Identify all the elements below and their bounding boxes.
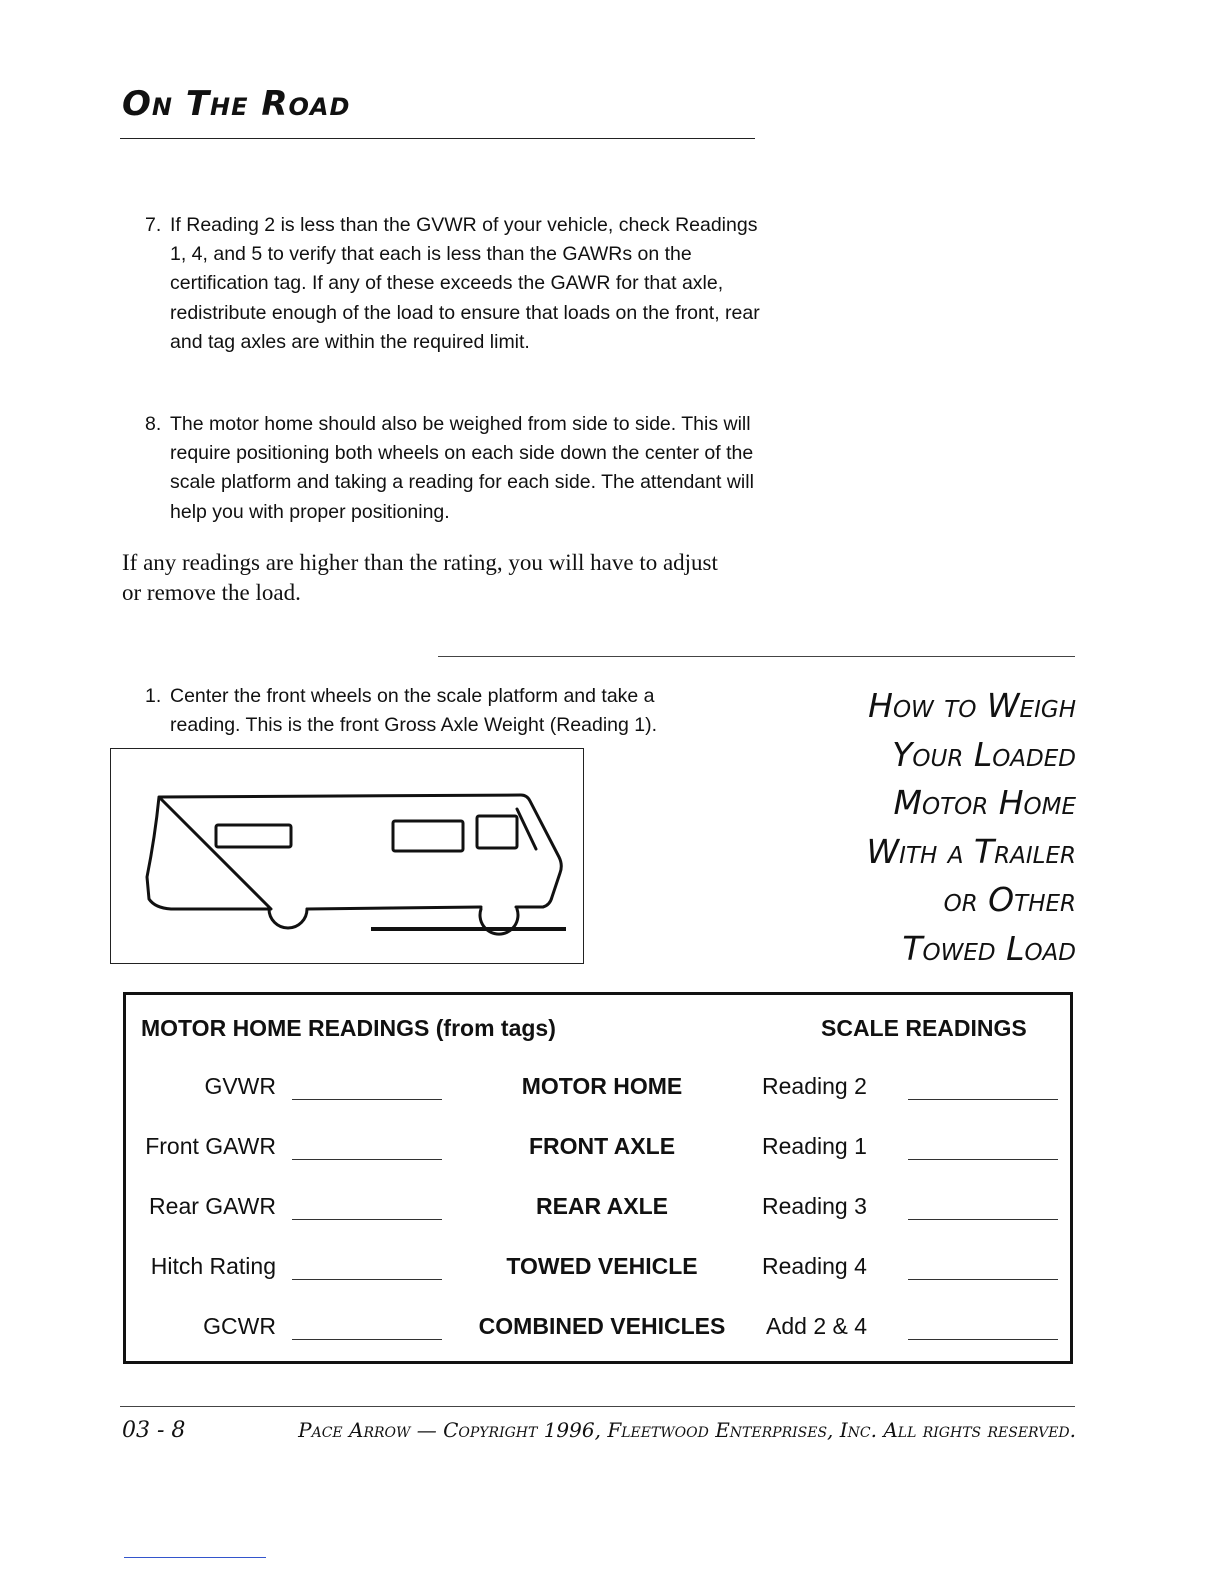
section-heading — [867, 682, 1076, 973]
tag-blank-line — [292, 1099, 442, 1100]
step-number: 7. — [145, 214, 162, 236]
bottom-blue-rule — [124, 1557, 266, 1558]
reading-blank-line — [908, 1219, 1058, 1220]
motor-home-illustration — [111, 749, 585, 965]
scale-reading-label: Reading 4 — [762, 1253, 867, 1279]
footer-divider — [120, 1406, 1075, 1407]
vehicle-item: REAR AXLE — [535, 1193, 669, 1219]
motor-home-body — [147, 795, 561, 909]
vehicle-item: TOWED VEHICLE — [506, 1253, 698, 1279]
section-divider — [438, 656, 1075, 657]
scale-reading-label: Reading 3 — [762, 1193, 867, 1219]
header-divider — [120, 138, 755, 139]
reading-blank-line — [908, 1159, 1058, 1160]
tag-label: GVWR — [204, 1073, 276, 1099]
tag-label: Front GAWR — [145, 1133, 276, 1159]
reading-blank-line — [908, 1279, 1058, 1280]
heading-line: Motor Home — [893, 783, 1076, 822]
step-number: 8. — [145, 413, 162, 435]
tag-label: GCWR — [203, 1313, 276, 1339]
page-title: On The Road — [122, 84, 351, 124]
step-number: 1. — [145, 685, 162, 707]
cab-window — [477, 816, 517, 848]
page-number: 03 - 8 — [122, 1418, 186, 1443]
scale-reading-label: Reading 2 — [762, 1073, 867, 1099]
step-text: The motor home should also be weighed from side to side. This will require positioning both wheels on each side down the center of the scale platform and taking a reading for each side. The attendant will help you with proper positioning. — [170, 413, 754, 523]
heading-line: How to Weigh — [868, 686, 1076, 725]
tag-blank-line — [292, 1159, 442, 1160]
motor-home-scale-diagram — [110, 748, 584, 964]
tag-label: Rear GAWR — [149, 1193, 276, 1219]
tag-label: Hitch Rating — [150, 1253, 276, 1279]
side-window — [216, 825, 291, 847]
scale-reading-label: Reading 1 — [762, 1133, 867, 1159]
step-text: Center the front wheels on the scale platform and take a reading. This is the front Gross Axle Weight (Reading 1). — [170, 685, 658, 737]
windshield-line — [517, 809, 536, 849]
tag-blank-line — [292, 1279, 442, 1280]
readings-table — [123, 992, 1073, 1364]
vehicle-item: COMBINED VEHICLES — [478, 1313, 726, 1339]
heading-line: Towed Load — [902, 928, 1076, 968]
closing-paragraph: If any readings are higher than the rating, you will have to adjust or remove the load. — [122, 550, 718, 605]
left-column-header: MOTOR HOME READINGS (from tags) — [141, 1015, 556, 1041]
tag-blank-line — [292, 1219, 442, 1220]
vehicle-item: MOTOR HOME — [521, 1073, 683, 1099]
heading-line: or Other — [943, 880, 1076, 919]
tag-blank-line — [292, 1339, 442, 1340]
heading-line: Your Loaded — [892, 734, 1076, 774]
step-1 — [145, 682, 715, 740]
heading-line: With a Trailer — [866, 831, 1076, 871]
copyright-notice: Pace Arrow — Copyright 1996, Fleetwood Enterprises, Inc. All rights reserved. — [298, 1418, 1076, 1442]
rear-wheel — [269, 909, 307, 928]
step-8 — [145, 410, 765, 527]
door-window — [393, 821, 463, 851]
step-text: If Reading 2 is less than the GVWR of your vehicle, check Readings 1, 4, and 5 to verify that each is less than the GAWRs on the certification tag. If any of these exceeds the GAWR for that axle, redistribute enough of the load to ensure that loads on the front, rear and tag axles are within the required limit. — [170, 214, 760, 353]
step-7 — [145, 211, 765, 357]
reading-blank-line — [908, 1099, 1058, 1100]
right-column-header: SCALE READINGS — [821, 1015, 1027, 1041]
reading-blank-line — [908, 1339, 1058, 1340]
scale-reading-label: Add 2 & 4 — [766, 1313, 868, 1339]
vehicle-item: FRONT AXLE — [528, 1133, 676, 1159]
